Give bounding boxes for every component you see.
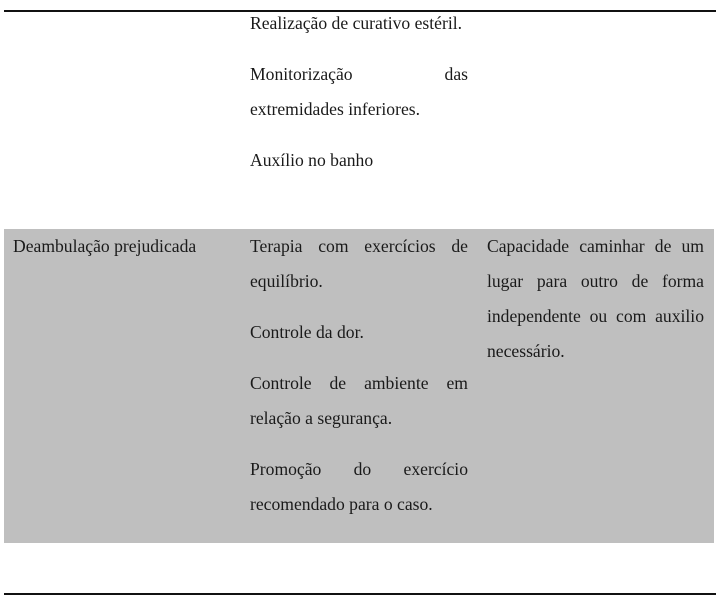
intervention-item: Terapia com exercícios de equilíbrio.: [250, 236, 468, 291]
diagnosis-text: Deambulação prejudicada: [13, 236, 197, 256]
diagnosis-cell: [13, 229, 233, 264]
outcome-cell: [487, 229, 704, 369]
outcome-text: Capacidade caminhar de um lugar para outro de forma independente ou com auxilio necessário.: [487, 236, 704, 361]
shaded-row-interventions-cell: [250, 229, 468, 522]
intervention-item: Controle da dor.: [250, 322, 364, 342]
table-bottom-rule: [4, 593, 716, 595]
intervention-item: Auxílio no banho: [250, 150, 374, 170]
intervention-item: Controle de ambiente em relação a segurança.: [250, 373, 468, 428]
intervention-item: Promoção do exercício recomendado para o caso.: [250, 459, 468, 514]
top-row-interventions-cell: [250, 6, 468, 178]
intervention-item: Realização de curativo estéril.: [250, 13, 462, 33]
intervention-item: Monitorização das extremidades inferiores.: [250, 64, 468, 119]
